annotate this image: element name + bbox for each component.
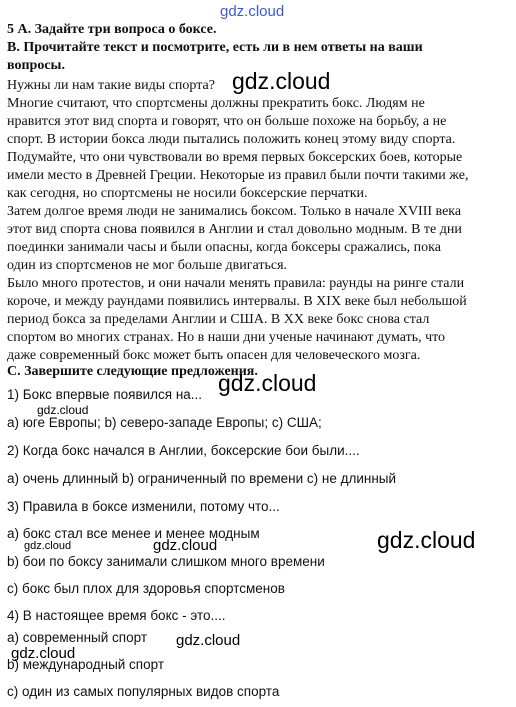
watermark-8: gdz.cloud xyxy=(11,645,76,662)
watermark-7: gdz.cloud xyxy=(176,632,241,649)
question-4-option-c: с) один из самых популярных видов спорта xyxy=(7,684,280,699)
text-line-10: поединки занимали часы и были опасны, когда боксеры сражались, пока xyxy=(7,240,441,255)
text-line-5: Подумайте, что они чувствовали во время первых боксерских боев, которые xyxy=(7,150,463,165)
text-line-6: имели место в Древней Греции. Некоторые из правил были почти такими же, xyxy=(7,168,469,183)
text-line-16: даже современный бокс может быть опасен для человеческого мозга. xyxy=(7,348,421,363)
text-line-8: Затем долгое время люди не занимались боксом. Только в начале XVIII века xyxy=(7,204,462,219)
question-4-option-b: b) международный спорт xyxy=(7,657,165,672)
text-line-9: этот вид спорта снова появился в Англии и стал довольно модным. В те дни xyxy=(7,222,462,237)
watermark-4: gdz.cloud xyxy=(24,540,72,552)
question-4-option-a: а) современный спорт xyxy=(7,630,148,645)
watermark-5: gdz.cloud xyxy=(153,537,218,554)
question-3: 3) Правила в боксе изменили, потому что... xyxy=(7,499,280,514)
text-line-2: Многие считают, что спортсмены должны прекратить бокс. Людям не xyxy=(7,96,425,111)
text-line-4: спорт. В истории бокса люди пытались положить конец этому виду спорта. xyxy=(7,132,456,147)
text-line-14: период бокса за пределами Англии и США. В XX веке бокс снова стал xyxy=(7,312,430,327)
watermark-3: gdz.cloud xyxy=(37,403,89,417)
text-line-13: короче, и между раундами появились интервалы. В XIX веке был небольшой xyxy=(7,294,467,309)
question-3-option-c: с) бокс был плох для здоровья спортсменов xyxy=(7,581,285,596)
question-1: 1) Бокс впервые появился на... xyxy=(7,387,203,402)
text-line-7: как сегодня, но спортсмены не носили боксерские перчатки. xyxy=(7,186,368,201)
watermark-top: gdz.cloud xyxy=(220,3,285,20)
task-b-heading-line2: вопросы. xyxy=(7,58,65,73)
question-1-options: а) юге Европы; b) северо-западе Европы; с) США; xyxy=(7,415,322,430)
text-line-3: нравится этот вид спорта и говорят, что он больше похоже на борьбу, а не xyxy=(7,114,447,129)
text-line-11: один из спортсменов не мог больше двигаться. xyxy=(7,258,288,273)
text-line-1: Нужны ли нам такие виды спорта? xyxy=(7,78,215,93)
task-b-heading-line1: В. Прочитайте текст и посмотрите, есть ли в нем ответы на ваши xyxy=(7,40,423,55)
question-3-option-a: а) бокс стал все менее и менее модным xyxy=(7,526,260,541)
question-2-options: а) очень длинный b) ограниченный по времени с) не длинный xyxy=(7,471,397,486)
question-4: 4) В настоящее время бокс - это.... xyxy=(7,608,226,623)
task-a-heading: 5 А. Задайте три вопроса о боксе. xyxy=(7,22,217,37)
text-line-15: спортом во многих странах. Но в наши дни ученые начинают думать, что xyxy=(7,330,446,345)
question-3-option-b: b) бои по боксу занимали слишком много времени xyxy=(7,554,325,569)
watermark-2: gdz.cloud xyxy=(218,370,317,396)
watermark-6: gdz.cloud xyxy=(377,527,476,553)
text-line-12: Было много протестов, и они начали менять правила: раунды на ринге стали xyxy=(7,276,465,291)
watermark-1: gdz.cloud xyxy=(232,68,331,94)
task-c-heading: С. Завершите следующие предложения. xyxy=(7,364,258,379)
question-2: 2) Когда бокс начался в Англии, боксерские бои были.... xyxy=(7,443,360,458)
